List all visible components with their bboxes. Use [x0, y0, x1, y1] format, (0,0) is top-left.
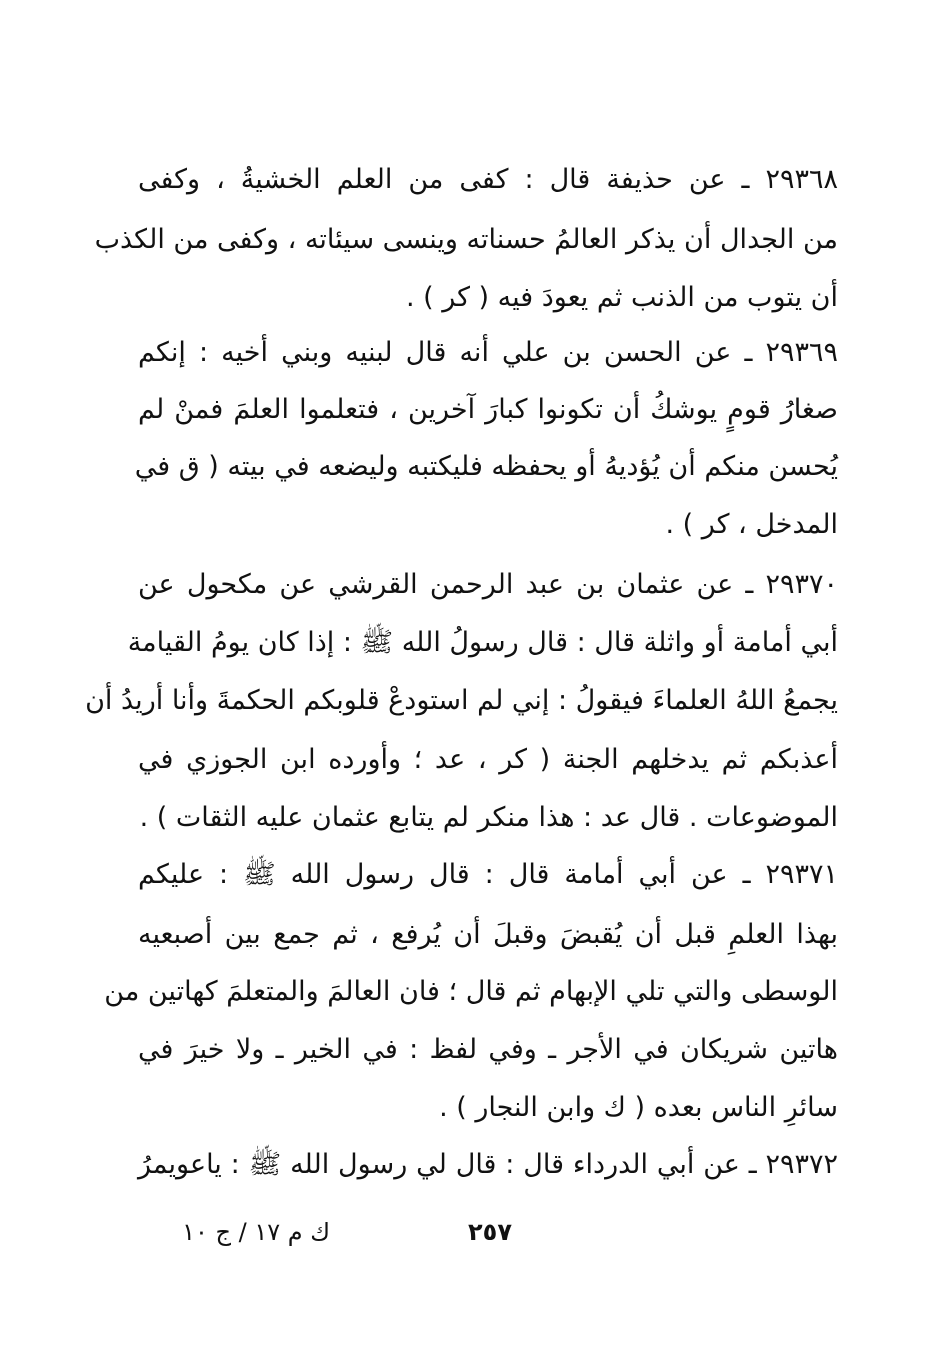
text-line: من الجدال أن يذكر العالمُ حسناته وينسى سيئاته ، وكفى من الكذب [94, 224, 838, 255]
text-line: صغارُ قومٍ يوشكُ أن تكونوا كبارَ آخرين ، فتعلموا العلمَ فمنْ لم [138, 394, 838, 425]
text-line: سائرِ الناس بعده ( ك وابن النجار ) . [439, 1092, 838, 1123]
text-line: ٢٩٣٧٢ ـ عن أبي الدرداء قال : قال لي رسول الله ﷺ : ياعويمرُ [138, 1149, 838, 1180]
page-number: ٢٥٧ [468, 1218, 512, 1246]
text-line: أن يتوب من الذنب ثم يعودَ فيه ( كر ) . [405, 282, 838, 313]
text-line: أبي أمامة أو واثلة قال : قال رسولُ الله ﷺ : إذا كان يومُ القيامة [127, 627, 838, 658]
text-line: ٢٩٣٦٨ ـ عن حذيفة قال : كفى من العلم الخشيةُ ، وكفى [138, 164, 838, 195]
text-line: أعذبكم ثم يدخلهم الجنة ( كر ، عد ؛ وأورده ابن الجوزي في [138, 744, 838, 775]
text-line: يُحسن منكم أن يُؤديهُ أو يحفظه فليكتبه وليضعه في بيته ( ق في [134, 451, 838, 482]
volume-signature: ك م ١٧ / ج ١٠ [182, 1218, 330, 1246]
text-line: ٢٩٣٧٠ ـ عن عثمان بن عبد الرحمن القرشي عن مكحول عن [138, 569, 838, 600]
text-line: الوسطى والتي تلي الإبهام ثم قال ؛ فان العالمَ والمتعلمَ كهاتين من [104, 976, 838, 1007]
text-line: الموضوعات . قال عد : هذا منكر لم يتابع عثمان عليه الثقات ) . [139, 802, 838, 833]
text-line: ٢٩٣٦٩ ـ عن الحسن بن علي أنه قال لبنيه وبني أخيه : إنكم [138, 337, 838, 368]
text-line: يجمعُ اللهُ العلماءَ فيقولُ : إني لم استودعْ قلوبكم الحكمةَ وأنا أريدُ أن [85, 685, 838, 716]
text-line: ٢٩٣٧١ ـ عن أبي أمامة قال : قال رسول الله ﷺ : عليكم [138, 859, 838, 890]
text-line: هاتين شريكان في الأجر ـ وفي لفظ : في الخير ـ ولا خيرَ في [138, 1034, 838, 1065]
text-line: المدخل ، كر ) . [665, 509, 838, 540]
text-line: بهذا العلمِ قبل أن يُقبضَ وقبلَ أن يُرفع ، ثم جمع بين أصبعيه [138, 919, 838, 950]
